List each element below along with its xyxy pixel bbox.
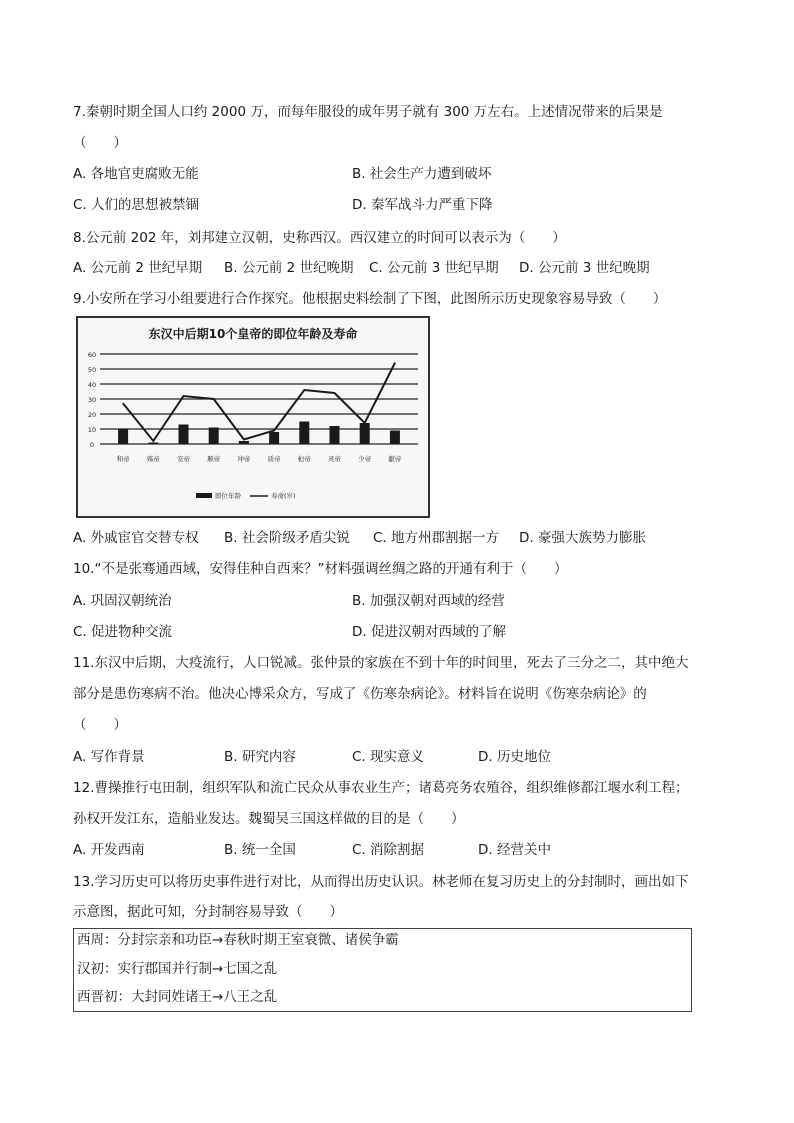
- q7-stem: 7.秦朝时期全国人口约 2000 万，而每年服役的成年男子就有 300 万左右。上述情况带来的后果是: [73, 104, 663, 120]
- q11-option-d: D. 历史地位: [478, 749, 551, 765]
- chart-line-point: [304, 389, 306, 391]
- q7-paren: （ ）: [73, 135, 127, 151]
- legend-bar-label: 即位年龄: [215, 492, 241, 500]
- chart-bar: [360, 423, 370, 444]
- q8-option-d: D. 公元前 3 世纪晚期: [519, 260, 650, 276]
- q11-option-a: A. 写作背景: [73, 749, 145, 765]
- q13-stem-line1: 13.学习历史可以将历史事件进行对比，从而得出历史认识。林老师在复习历史上的分封制时，画出如下: [73, 874, 689, 890]
- chart-bar: [269, 432, 279, 444]
- q9-option-d: D. 豪强大族势力膨胀: [519, 530, 646, 546]
- q10-option-d: D. 促进汉朝对西域的了解: [352, 624, 506, 640]
- q9-chart-svg: [78, 318, 428, 516]
- q9-option-b: B. 社会阶级矛盾尖锐: [224, 530, 350, 546]
- q12-option-b: B. 统一全国: [224, 842, 296, 858]
- chart-bar: [179, 425, 189, 445]
- chart-y-tick-label: 40: [87, 381, 97, 389]
- chart-bar: [209, 428, 219, 445]
- q11-paren: （ ）: [73, 717, 127, 733]
- q10-option-b: B. 加强汉朝对西域的经营: [352, 593, 505, 609]
- q8-option-a: A. 公元前 2 世纪早期: [73, 260, 203, 276]
- q8-option-c: C. 公元前 3 世纪早期: [369, 260, 499, 276]
- q11-stem-line1: 11.东汉中后期，大疫流行，人口锐减。张仲景的家族在不到十年的时间里，死去了三分之二，其中绝大: [73, 655, 689, 671]
- chart-grid: [100, 354, 418, 444]
- chart-bar: [299, 422, 309, 445]
- q9-option-a: A. 外戚宦官交替专权: [73, 530, 199, 546]
- chart-y-tick-label: 20: [87, 411, 97, 419]
- chart-line-point: [153, 440, 155, 442]
- q7-option-b: B. 社会生产力遭到破坏: [352, 166, 492, 182]
- q10-option-c: C. 促进物种交流: [73, 624, 173, 640]
- q9-chart: [76, 316, 430, 518]
- q9-stem: 9.小安所在学习小组要进行合作探究。他根据史料绘制了下图，此图所示历史现象容易导致（ ）: [73, 291, 667, 307]
- chart-x-tick-label: 顺帝: [207, 455, 221, 463]
- chart-x-ticks: [117, 454, 402, 463]
- q9-option-c: C. 地方州郡割据一方: [373, 530, 500, 546]
- q13-stem-line2: 示意图，据此可知，分封制容易导致（ ）: [73, 904, 343, 920]
- chart-x-tick-label: 献帝: [388, 455, 402, 463]
- q12-option-a: A. 开发西南: [73, 842, 145, 858]
- chart-line-point: [273, 430, 275, 432]
- chart-line-point: [183, 395, 185, 397]
- chart-x-tick-label: 和帝: [116, 455, 130, 463]
- chart-x-tick-label: 安帝: [177, 455, 190, 463]
- q7-option-a: A. 各地官吏腐败无能: [73, 166, 199, 182]
- chart-x-tick-label: 殇帝: [146, 455, 160, 463]
- q10-stem: 10.“不是张骞通西域，安得佳种自西来？”材料强调丝绸之路的开通有利于（ ）: [73, 561, 568, 577]
- q10-option-a: A. 巩固汉朝统治: [73, 593, 172, 609]
- chart-legend: [196, 491, 296, 500]
- q11-option-c: C. 现实意义: [352, 749, 425, 765]
- chart-title: 东汉中后期10个皇帝的即位年龄及寿命: [148, 327, 358, 341]
- chart-bar: [148, 443, 158, 445]
- q11-option-b: B. 研究内容: [224, 749, 296, 765]
- q11-stem-line2: 部分是患伤寒病不治。他决心博采众方，写成了《伤寒杂病论》。材料旨在说明《伤寒杂病论》的: [73, 686, 647, 702]
- q13-diagram-row-hanchu: 汉初：实行郡国并行制→七国之乱: [77, 961, 278, 977]
- chart-line-point: [213, 398, 215, 400]
- chart-y-tick-label: 0: [89, 441, 95, 449]
- q12-option-d: D. 经营关中: [478, 842, 551, 858]
- q13-diagram-row-xizhou: 西周：分封宗亲和功臣→春秋时期王室衰微、诸侯争霸: [77, 932, 399, 948]
- legend-bar-swatch: [196, 493, 212, 498]
- chart-bar: [118, 429, 128, 444]
- chart-x-tick-label: 冲帝: [237, 455, 251, 463]
- q8-stem: 8.公元前 202 年，刘邦建立汉朝，史称西汉。西汉建立的时间可以表示为（ ）: [73, 230, 566, 246]
- q7-option-d: D. 秦军战斗力严重下降: [352, 197, 493, 213]
- chart-line-point: [334, 392, 336, 394]
- chart-line-point: [243, 439, 245, 441]
- chart-bar: [390, 431, 400, 445]
- q7-option-c: C. 人们的思想被禁锢: [73, 197, 200, 213]
- chart-line-series: [122, 362, 395, 442]
- chart-bar: [239, 441, 249, 444]
- chart-bars: [118, 422, 400, 445]
- chart-x-tick-label: 桓帝: [297, 455, 311, 463]
- chart-x-tick-label: 质帝: [267, 455, 281, 463]
- q13-diagram-row-xijin: 西晋初：大封同姓诸王→八王之乱: [77, 989, 278, 1005]
- chart-y-tick-label: 10: [87, 426, 97, 434]
- chart-line-point: [364, 422, 366, 424]
- q13-diagram: [73, 928, 692, 1012]
- chart-x-tick-label: 少帝: [358, 455, 372, 463]
- q8-option-b: B. 公元前 2 世纪晚期: [224, 260, 354, 276]
- chart-x-tick-label: 灵帝: [328, 455, 341, 463]
- q12-stem-line1: 12.曹操推行屯田制，组织军队和流亡民众从事农业生产；诸葛亮务农殖谷，组织维修都江堰水利工程；: [73, 780, 689, 796]
- q12-stem-line2: 孙权开发江东，造船业发达。魏蜀吴三国这样做的目的是（ ）: [73, 811, 465, 827]
- legend-line-label: 寿命(岁): [271, 492, 296, 500]
- chart-bar: [330, 426, 340, 444]
- chart-y-ticks: [88, 351, 96, 449]
- chart-y-tick-label: 60: [87, 351, 97, 359]
- chart-line-point: [122, 403, 124, 405]
- chart-y-tick-label: 30: [87, 396, 97, 404]
- q12-option-c: C. 消除割据: [352, 842, 425, 858]
- chart-y-tick-label: 50: [87, 366, 97, 374]
- chart-line-point: [394, 362, 396, 364]
